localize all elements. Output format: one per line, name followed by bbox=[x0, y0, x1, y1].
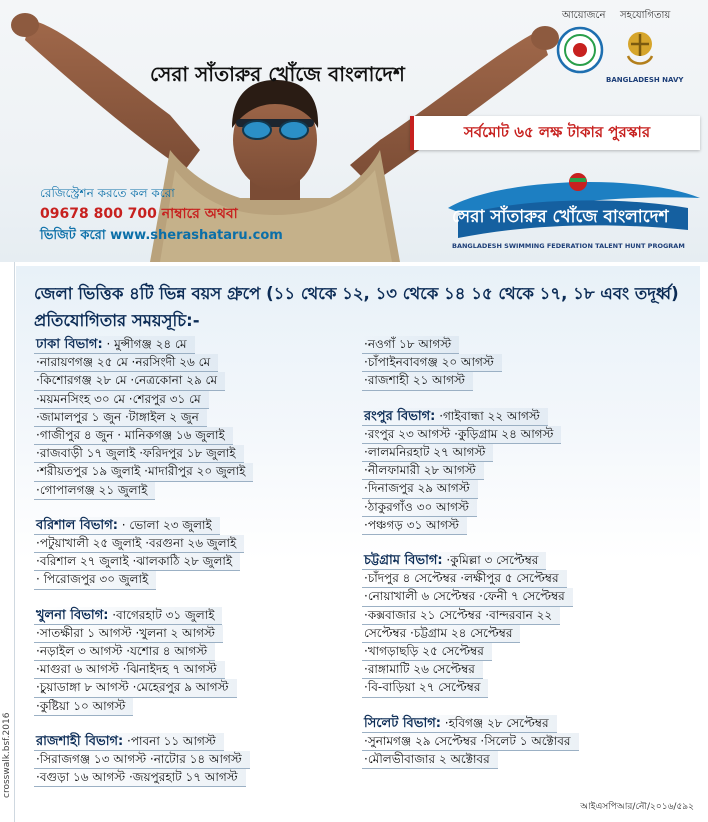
navy-emblem-icon bbox=[616, 26, 664, 74]
registration-line-1: রেজিস্ট্রেশন করতে কল করো bbox=[40, 186, 175, 200]
schedule-line bbox=[34, 643, 354, 661]
schedule-entry: ·পঞ্চগড় ৩১ আগস্ট bbox=[362, 517, 467, 535]
schedule-entry: ·পটুয়াখালী ২৫ জুলাই ·বরগুনা ২৬ জুলাই bbox=[34, 535, 244, 553]
schedule-line bbox=[362, 372, 692, 390]
organizer-label: আয়োজনে bbox=[562, 10, 606, 21]
schedule-entry: ·সাতক্ষীরা ১ আগস্ট ·খুলনা ২ আগস্ট bbox=[34, 625, 223, 643]
schedule-line bbox=[34, 625, 354, 643]
hero-headline: সেরা সাঁতারুর খোঁজে বাংলাদেশ bbox=[150, 62, 405, 86]
division-group bbox=[362, 336, 692, 391]
schedule-line bbox=[362, 607, 692, 625]
program-logo-title: সেরা সাঁতারুর খোঁজে বাংলাদেশ bbox=[452, 207, 669, 227]
schedule-entry: ·রাঙ্গামাটি ২৬ সেপ্টেম্বর bbox=[362, 661, 483, 679]
schedule-line bbox=[34, 751, 354, 769]
division-header bbox=[34, 733, 354, 751]
division-header bbox=[34, 336, 354, 354]
schedule-entry: ·রাজশাহী ২১ আগস্ট bbox=[362, 372, 473, 390]
schedule-line bbox=[34, 372, 354, 390]
ad-reference-code: আইএসপিআর/নৌ/২০১৬/৫৯২ bbox=[580, 802, 694, 812]
schedule-entry: ·মৌলভীবাজার ২ অক্টোবর bbox=[362, 751, 498, 769]
schedule-line bbox=[34, 409, 354, 427]
schedule-entry: · ভোলা ২৩ জুলাই bbox=[117, 517, 212, 532]
division-group bbox=[34, 733, 354, 788]
schedule-line bbox=[34, 535, 354, 553]
division-name: সিলেট বিভাগ: bbox=[364, 715, 441, 731]
schedule-line bbox=[34, 445, 354, 463]
schedule-entry: ·পাবনা ১১ আগস্ট bbox=[123, 733, 216, 748]
navy-label: BANGLADESH NAVY bbox=[606, 76, 684, 84]
schedule-right-column bbox=[362, 336, 692, 786]
division-group bbox=[362, 408, 692, 535]
schedule-line bbox=[34, 679, 354, 697]
division-group bbox=[362, 552, 692, 698]
schedule-line bbox=[362, 354, 692, 372]
schedule-line bbox=[34, 482, 354, 500]
schedule-line bbox=[362, 570, 692, 588]
division-header bbox=[34, 607, 354, 625]
schedule-line bbox=[34, 354, 354, 372]
schedule-entry: ·বগুড়া ১৬ আগস্ট ·জয়পুরহাট ১৭ আগস্ট bbox=[34, 769, 246, 787]
schedule-entry: ·নওগাঁ ১৮ আগস্ট bbox=[362, 336, 459, 354]
schedule-line bbox=[34, 391, 354, 409]
registration-website: ভিজিট করো www.sherashataru.com bbox=[40, 228, 283, 243]
schedule-entry: সেপ্টেম্বর ·চট্টগ্রাম ২৪ সেপ্টেম্বর bbox=[362, 625, 520, 643]
schedule-line bbox=[362, 426, 692, 444]
schedule-entry: ·সুনামগঞ্জ ২৯ সেপ্টেম্বর ·সিলেট ১ অক্টোবর bbox=[362, 733, 579, 751]
schedule-entry: ·দিনাজপুর ২৯ আগস্ট bbox=[362, 480, 478, 498]
side-credit: crosswalk.bsf.2016 bbox=[2, 712, 12, 798]
schedule-entry: ·নড়াইল ৩ আগস্ট ·যশোর ৪ আগস্ট bbox=[34, 643, 215, 661]
schedule-entry: ·লালমনিরহাট ২৭ আগস্ট bbox=[362, 444, 493, 462]
schedule-entry: ·কিশোরগঞ্জ ২৮ মে ·নেত্রকোনা ২৯ মে bbox=[34, 372, 225, 390]
schedule-line bbox=[34, 698, 354, 716]
schedule-entry: ·চাঁপাইনবাবগঞ্জ ২০ আগস্ট bbox=[362, 354, 502, 372]
schedule-line bbox=[362, 625, 692, 643]
division-name: রাজশাহী বিভাগ: bbox=[36, 733, 124, 749]
division-header bbox=[34, 517, 354, 535]
schedule-entry: ·গাজীপুর ৪ জুন · মানিকগঞ্জ ১৬ জুলাই bbox=[34, 427, 233, 445]
schedule-line bbox=[34, 661, 354, 679]
prize-banner bbox=[410, 116, 700, 150]
cooperation-label: সহযোগিতায় bbox=[620, 10, 671, 21]
schedule-entry: ·খাগড়াছড়ি ২৫ সেপ্টেম্বর bbox=[362, 643, 492, 661]
schedule-entry: ·সিরাজগঞ্জ ১৩ আগস্ট ·নাটোর ১৪ আগস্ট bbox=[34, 751, 250, 769]
program-logo bbox=[438, 168, 704, 258]
schedule-entry: ·বাগেরহাট ৩১ জুলাই bbox=[108, 607, 215, 622]
division-group bbox=[34, 517, 354, 590]
schedule-line bbox=[34, 769, 354, 787]
schedule-entry: ·নারায়ণগঞ্জ ২৫ মে ·নরসিংদী ২৬ মে bbox=[34, 354, 218, 372]
schedule-entry: ·ময়মনসিংহ ৩০ মে ·শেরপুর ৩১ মে bbox=[34, 391, 209, 409]
schedule-entry: ·বি-বাড়িয়া ২৭ সেপ্টেম্বর bbox=[362, 679, 488, 697]
division-header bbox=[362, 715, 692, 733]
schedule-entry: ·বরিশাল ২৭ জুলাই ·ঝালকাঠি ২৮ জুলাই bbox=[34, 553, 240, 571]
schedule-line bbox=[362, 336, 692, 354]
schedule-line bbox=[34, 463, 354, 481]
division-header bbox=[362, 408, 692, 426]
schedule-entry: ·কুষ্টিয়া ১০ আগস্ট bbox=[34, 698, 133, 716]
division-group bbox=[362, 715, 692, 770]
schedule-line bbox=[362, 444, 692, 462]
registration-info bbox=[40, 183, 283, 246]
registration-phone: 09678 800 700 নাম্বারে অথবা bbox=[40, 206, 238, 222]
schedule-line bbox=[362, 643, 692, 661]
schedule-line bbox=[362, 517, 692, 535]
division-group bbox=[34, 607, 354, 716]
division-name: চট্টগ্রাম বিভাগ: bbox=[364, 553, 443, 569]
schedule-entry: ·চাঁদপুর ৪ সেপ্টেম্বর ·লক্ষীপুর ৫ সেপ্টেম্বর bbox=[362, 570, 567, 588]
schedule-line bbox=[362, 751, 692, 769]
schedule-line bbox=[34, 571, 354, 589]
schedule-entry: ·রাজবাড়ী ১৭ জুলাই ·ফরিদপুর ১৮ জুলাই bbox=[34, 445, 244, 463]
schedule-entry: ·চুয়াডাঙ্গা ৮ আগস্ট ·মেহেরপুর ৯ আগস্ট bbox=[34, 679, 237, 697]
division-name: রংপুর বিভাগ: bbox=[364, 408, 436, 424]
swimming-federation-logo-icon bbox=[556, 26, 604, 74]
schedule-line bbox=[362, 588, 692, 606]
schedule-entry: ·রংপুর ২৩ আগস্ট ·কুড়িগ্রাম ২৪ আগস্ট bbox=[362, 426, 561, 444]
schedule-entry: ·হবিগঞ্জ ২৮ সেপ্টেম্বর bbox=[440, 715, 549, 730]
division-header bbox=[362, 552, 692, 570]
schedule-line bbox=[34, 427, 354, 445]
prize-text: সর্বমোট ৬৫ লক্ষ টাকার পুরস্কার bbox=[463, 122, 651, 141]
division-name: ঢাকা বিভাগ: bbox=[36, 337, 103, 352]
division-name: খুলনা বিভাগ: bbox=[36, 607, 109, 623]
schedule-entry: ·ঠাকুরগাঁও ৩০ আগস্ট bbox=[362, 499, 477, 517]
schedule-section bbox=[16, 266, 700, 800]
schedule-entry: ·নীলফামারী ২৮ আগস্ট bbox=[362, 462, 484, 480]
schedule-line bbox=[362, 462, 692, 480]
schedule-intro: জেলা ভিত্তিক ৪টি ভিন্ন বয়স গ্রুপে (১১ থেকে ১২, ১৩ থেকে ১৪ ১৫ থেকে ১৭, ১৮ এবং তদূর্ধ্ব) প্রতিযোগিতার সময়সূচি:- bbox=[34, 284, 679, 330]
schedule-line bbox=[362, 499, 692, 517]
schedule-entry: ·মাগুরা ৬ আগস্ট ·ঝিনাইদহ ৭ আগস্ট bbox=[34, 661, 225, 679]
schedule-line bbox=[362, 733, 692, 751]
schedule-entry: · মুন্সীগঞ্জ ২৪ মে bbox=[102, 337, 187, 351]
schedule-entry: ·কুমিল্লা ৩ সেপ্টেম্বর bbox=[442, 553, 539, 568]
division-name: বরিশাল বিভাগ: bbox=[36, 517, 118, 533]
hero-banner bbox=[0, 0, 708, 262]
schedule-line bbox=[34, 553, 354, 571]
schedule-left-column bbox=[34, 336, 354, 804]
schedule-entry: ·কক্সবাজার ২১ সেপ্টেম্বর ·বান্দরবান ২২ bbox=[362, 607, 560, 625]
schedule-entry: ·নোয়াখালী ৬ সেপ্টেম্বর ·ফেনী ৭ সেপ্টেম্বর bbox=[362, 588, 573, 606]
program-logo-subtitle: BANGLADESH SWIMMING FEDERATION TALENT HUNT PROGRAM bbox=[452, 242, 685, 250]
schedule-entry: · পিরোজপুর ৩০ জুলাই bbox=[34, 571, 156, 589]
schedule-entry: ·শরীয়তপুর ১৯ জুলাই ·মাদারীপুর ২০ জুলাই bbox=[34, 463, 253, 481]
schedule-entry: ·গোপালগঞ্জ ২১ জুলাই bbox=[34, 482, 155, 500]
schedule-line bbox=[362, 480, 692, 498]
schedule-line bbox=[362, 661, 692, 679]
schedule-entry: ·গাইবান্ধা ২২ আগস্ট bbox=[435, 408, 540, 423]
schedule-line bbox=[362, 679, 692, 697]
schedule-entry: ·জামালপুর ১ জুন ·টাঙ্গাইল ২ জুন bbox=[34, 409, 207, 427]
division-group bbox=[34, 336, 354, 500]
